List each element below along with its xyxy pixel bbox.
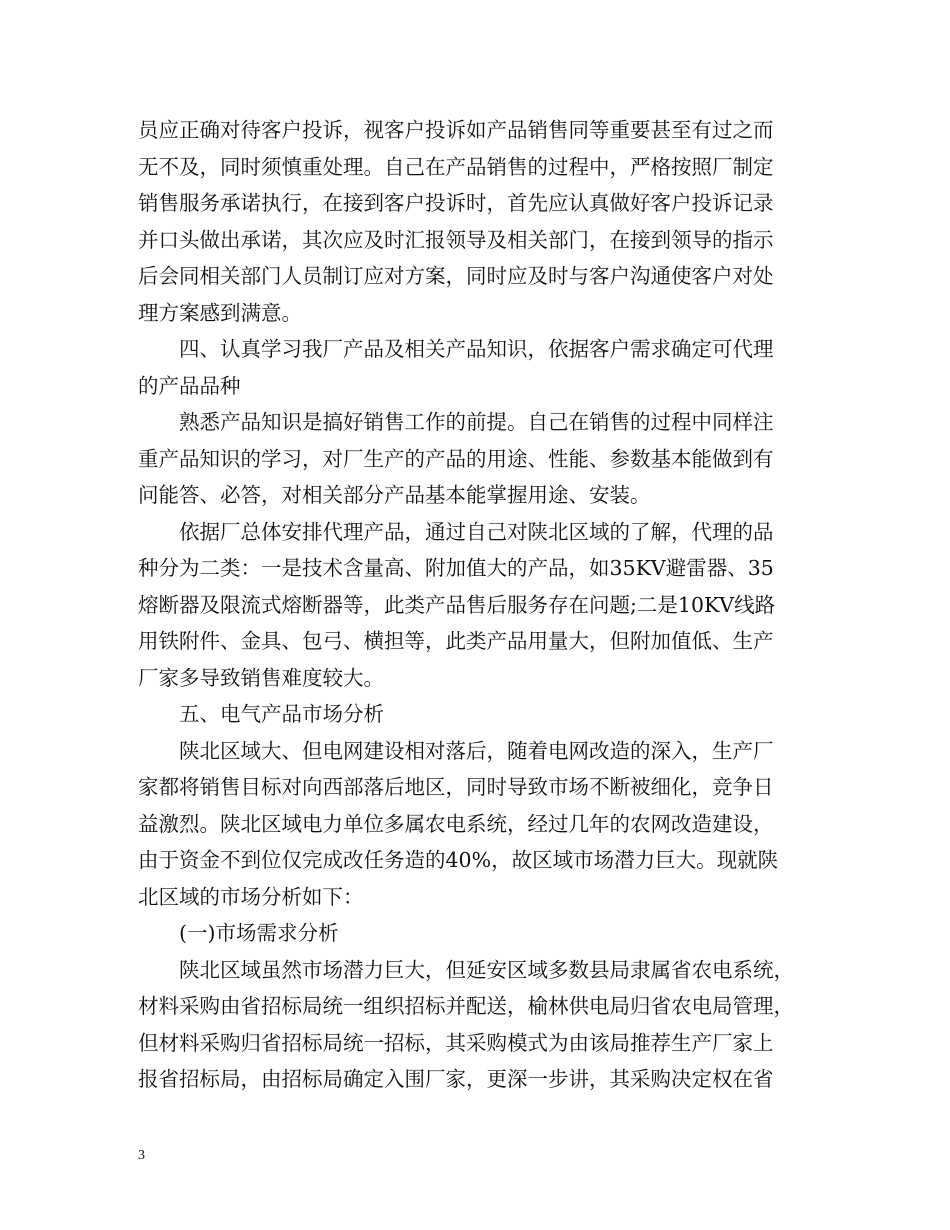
text-line: 厂家多导致销售难度较大。 [138, 665, 384, 690]
text-line: 益激烈。陕北区域电力单位多属农电系统，经过几年的农网改造建设， [138, 811, 774, 836]
text-line: 北区域的市场分析如下： [138, 884, 364, 909]
text-line: 无不及，同时须慎重处理。自己在产品销售的过程中，严格按照厂制定 [138, 154, 774, 179]
text-line: 但材料采购归省招标局统一招标，其采购模式为由该局推荐生产厂家上 [138, 1030, 774, 1055]
text-line: 员应正确对待客户投诉，视客户投诉如产品销售同等重要甚至有过之而 [138, 118, 774, 142]
text-line: 后会同相关部门人员制订应对方案，同时应及时与客户沟通使客户对处 [138, 264, 774, 288]
text-line: 的产品品种 [138, 373, 241, 398]
text-line: 依据厂总体安排代理产品，通过自己对陕北区域的了解，代理的品 [179, 519, 774, 544]
text-line: 五、电气产品市场分析 [179, 702, 384, 726]
text-line: 用铁附件、金具、包弓、横担等，此类产品用量大，但附加值低、生产 [138, 629, 774, 653]
text-line: 销售服务承诺执行，在接到客户投诉时，首先应认真做好客户投诉记录 [138, 191, 774, 215]
page-number: 3 [138, 1148, 145, 1163]
text-line: 四、认真学习我厂产品及相关产品知识，依据客户需求确定可代理 [179, 337, 774, 361]
text-line: 家都将销售目标对向西部落后地区，同时导致市场不断被细化，竞争日 [138, 775, 774, 799]
text-line: 重产品知识的学习，对厂生产的产品的用途、性能、参数基本能做到有 [138, 446, 774, 471]
text-line: 种分为二类：一是技术含量高、附加值大的产品，如35KV避雷器、35 [138, 556, 774, 580]
document-body [138, 112, 828, 1098]
text-line: 报省招标局，由招标局确定入围厂家，更深一步讲，其采购决定权在省 [138, 1067, 774, 1091]
text-line: 材料采购由省招标局统一组织招标并配送，榆林供电局归省农电局管理， [138, 994, 794, 1018]
text-line: 熟悉产品知识是搞好销售工作的前提。自己在销售的过程中同样注 [179, 410, 774, 434]
text-line: 熔断器及限流式熔断器等，此类产品售后服务存在问题;二是10KV线路 [138, 592, 776, 617]
text-line: (一)市场需求分析 [179, 921, 339, 945]
text-line: 陕北区域大、但电网建设相对落后，随着电网改造的深入，生产厂 [179, 738, 774, 763]
text-line: 陕北区域虽然市场潜力巨大，但延安区域多数县局隶属省农电系统， [179, 957, 794, 982]
text-line: 由于资金不到位仅完成改任务造的40%，故区域市场潜力巨大。现就陕 [138, 848, 779, 872]
text-line: 理方案感到满意。 [138, 300, 302, 325]
text-line: 问能答、必答，对相关部分产品基本能掌握用途、安装。 [138, 483, 651, 507]
text-line: 并口头做出承诺，其次应及时汇报领导及相关部门，在接到领导的指示 [138, 227, 774, 252]
